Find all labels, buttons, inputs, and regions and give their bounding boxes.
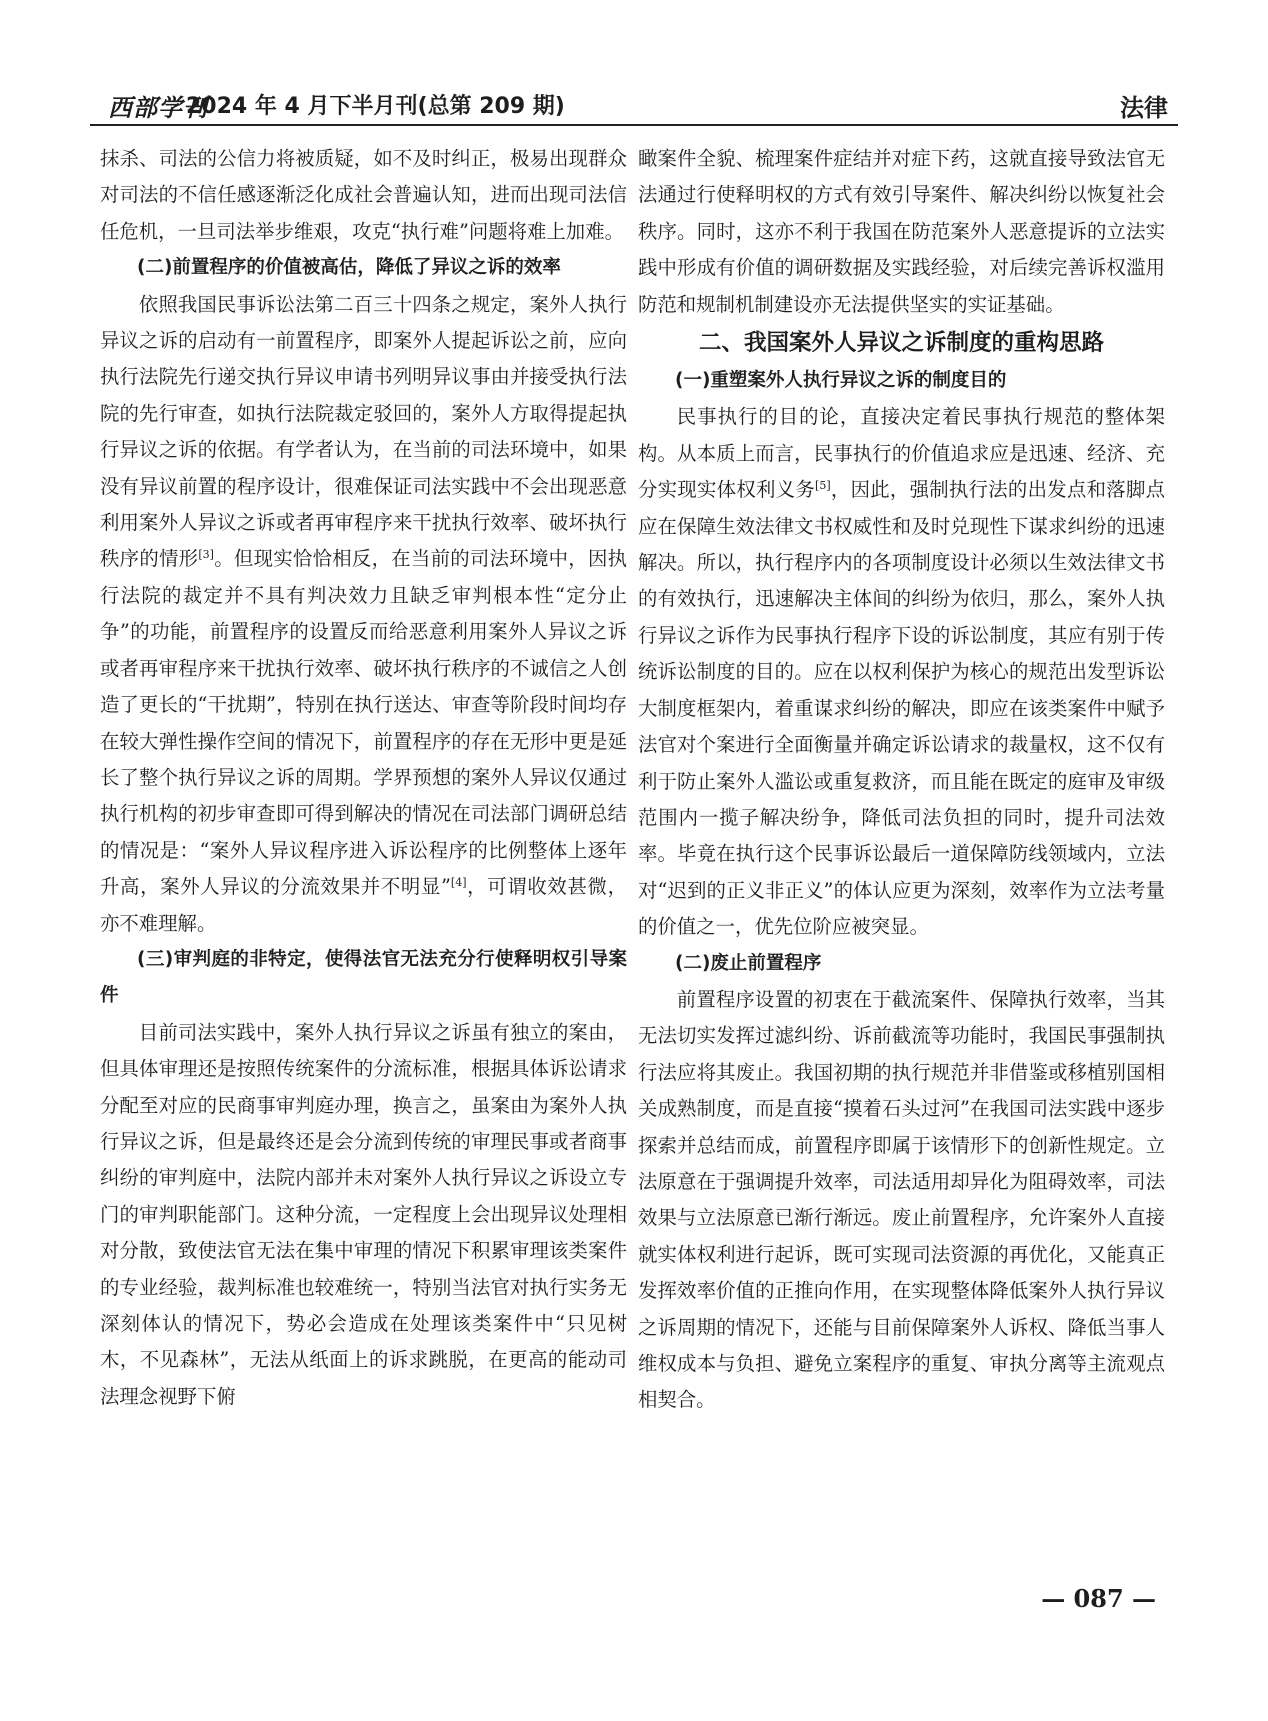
paragraph <box>638 399 1165 945</box>
left-column <box>100 141 627 1641</box>
paragraph: 瞰案件全貌、梳理案件症结并对症下药，这就直接导致法官无法通过行使释明权的方式有效引导案件、解决纠纷以恢复社会秩序。同时，这亦不利于我国在防范案外人恶意提诉的立法实践中形成有价值的调研数据及实践经验，对后续完善诉权滥用防范和规制机制建设亦无法提供坚实的实证基础。 <box>638 147 1165 316</box>
paragraph: 抹杀、司法的公信力将被质疑，如不及时纠正，极易出现群众对司法的不信任感逐渐泛化成社会普遍认知，进而出现司法信任危机，一旦司法举步维艰，攻克“执行难”问题将难上加难。 <box>100 147 627 243</box>
paragraph: 前置程序设置的初衷在于截流案件、保障执行效率，当其无法切实发挥过滤纠纷、诉前截流等功能时，我国民事强制执行法应将其废止。我国初期的执行规范并非借鉴或移植别国相关成熟制度，而是直接“摸着石头过河”在我国司法实践中逐步探索并总结而成，前置程序即属于该情形下的创新性规定。立法原意在于强调提升效率，司法适用却异化为阻碍效率，司法效果与立法原意已渐行渐远。废止前置程序，允许案外人直接就实体权利进行起诉，既可实现司法资源的再优化，又能真正发挥效率价值的正推向作用，在实现整体降低案外人执行异议之诉周期的情况下，还能与目前保障案外人诉权、降低当事人维权成本与负担、避免立案程序的重复、审执分离等主流观点相契合。 <box>638 987 1165 1412</box>
paragraph-text: ，因此，强制执行法的出发点和落脚点应在保障生效法律文书权威性和及时兑现性下谋求纠纷的迅速解决。所以，执行程序内的各项制度设计必须以生效法律文书的有效执行，迅速解决主体间的纠纷为依归，那么，案外人执行异议之诉作为民事执行程序下设的诉讼制度，其应有别于传统诉讼制度的目的。应在以权利保护为核心的规范出发型诉讼大制度框架内，着重谋求纠纷的解决，即应在该类案件中赋予法官对个案进行全面衡量并确定诉讼请求的裁量权，这不仅有利于防止案外人滥讼或重复救济，而且能在既定的庭审及审级范围内一揽子解决纷争，降低司法负担的同时，提升司法效率。毕竟在执行这个民事诉讼最后一道保障防线领域内，立法对“迟到的正义非正义”的体认应更为深刻，效率作为立法考量的价值之一，优先位阶应被突显。 <box>638 478 1166 939</box>
page-number: — 087 — <box>1041 1584 1156 1613</box>
paragraph-text: 民事执行的目的论，直接决定着民事执行规范的整体架构。从本质上而言，民事执行的价值追求应是迅速、经济、充分实现实体权利义务 <box>638 405 1165 502</box>
section-tag: 法律 <box>1120 94 1168 122</box>
page-header <box>90 84 1178 126</box>
paragraph-text: 依照我国民事诉讼法第二百三十四条之规定，案外人执行异议之诉的启动有一前置程序，即案外人提起诉讼之前，应向执行法院先行递交执行异议申请书列明异议事由并接受执行法院的先行审查，如执行法院裁定驳回的，案外人方取得提起执行异议之诉的依据。有学者认为，在当前的司法环境中，如果没有异议前置的程序设计，很难保证司法实践中不会出现恶意利用案外人异议之诉或者再审程序来干扰执行效率、破坏执行秩序的情形 <box>100 292 627 571</box>
section-heading: 二、我国案外人异议之诉制度的重构思路 <box>698 330 1104 357</box>
paragraph: 目前司法实践中，案外人执行异议之诉虽有独立的案由，但具体审理还是按照传统案件的分流标准，根据具体诉讼请求分配至对应的民商事审判庭办理，换言之，虽案由为案外人执行异议之诉，但是最终还是会分流到传统的审理民事或者商事纠纷的审判庭中，法院内部并未对案外人执行异议之诉设立专门的审判职能部门。这种分流，一定程度上会出现异议处理相对分散，致使法官无法在集中审理的情况下积累审理该类案件的专业经验，裁判标准也较难统一，特别当法官对执行实务无深刻体认的情况下，势必会造成在处理该类案件中“只见树木，不见森林”，无法从纸面上的诉求跳脱，在更高的能动司法理念视野下俯 <box>100 1020 627 1408</box>
paragraph-text: ，可谓收效甚微，亦不难理解。 <box>100 875 627 935</box>
citation-ref: [4] <box>450 876 467 890</box>
paragraph <box>100 287 627 942</box>
subsection-heading: (二)前置程序的价值被高估，降低了异议之诉的效率 <box>137 257 561 279</box>
journal-logo: 西部学刊 <box>108 93 208 122</box>
subsection-heading: (一)重塑案外人执行异议之诉的制度目的 <box>675 370 1007 392</box>
citation-ref: [3] <box>198 548 214 562</box>
right-column <box>638 141 1165 1641</box>
subsection-heading: (三)审判庭的非特定，使得法官无法充分行使释明权引导案件 <box>100 948 627 1007</box>
subsection-heading: (二)废止前置程序 <box>675 952 822 974</box>
citation-ref: [5] <box>815 479 831 493</box>
journal-issue: 2024 年 4 月下半月刊(总第 209 期) <box>186 94 565 119</box>
paragraph-text: 。但现实恰恰相反，在当前的司法环境中，因执行法院的裁定并不具有判决效力且缺乏审判根本性“定分止争”的功能，前置程序的设置反而给恶意利用案外人异议之诉或者再审程序来干扰执行效率、破坏执行秩序的不诚信之人创造了更长的“干扰期”，特别在执行送达、审查等阶段时间均存在较大弹性操作空间的情况下，前置程序的存在无形中更是延长了整个执行异议之诉的周期。学界预想的案外人异议仅通过执行机构的初步审查即可得到解决的情况在司法部门调研总结的情况是：“案外人异议程序进入诉讼程序的比例整体上逐年升高，案外人异议的分流效果并不明显” <box>100 547 628 899</box>
